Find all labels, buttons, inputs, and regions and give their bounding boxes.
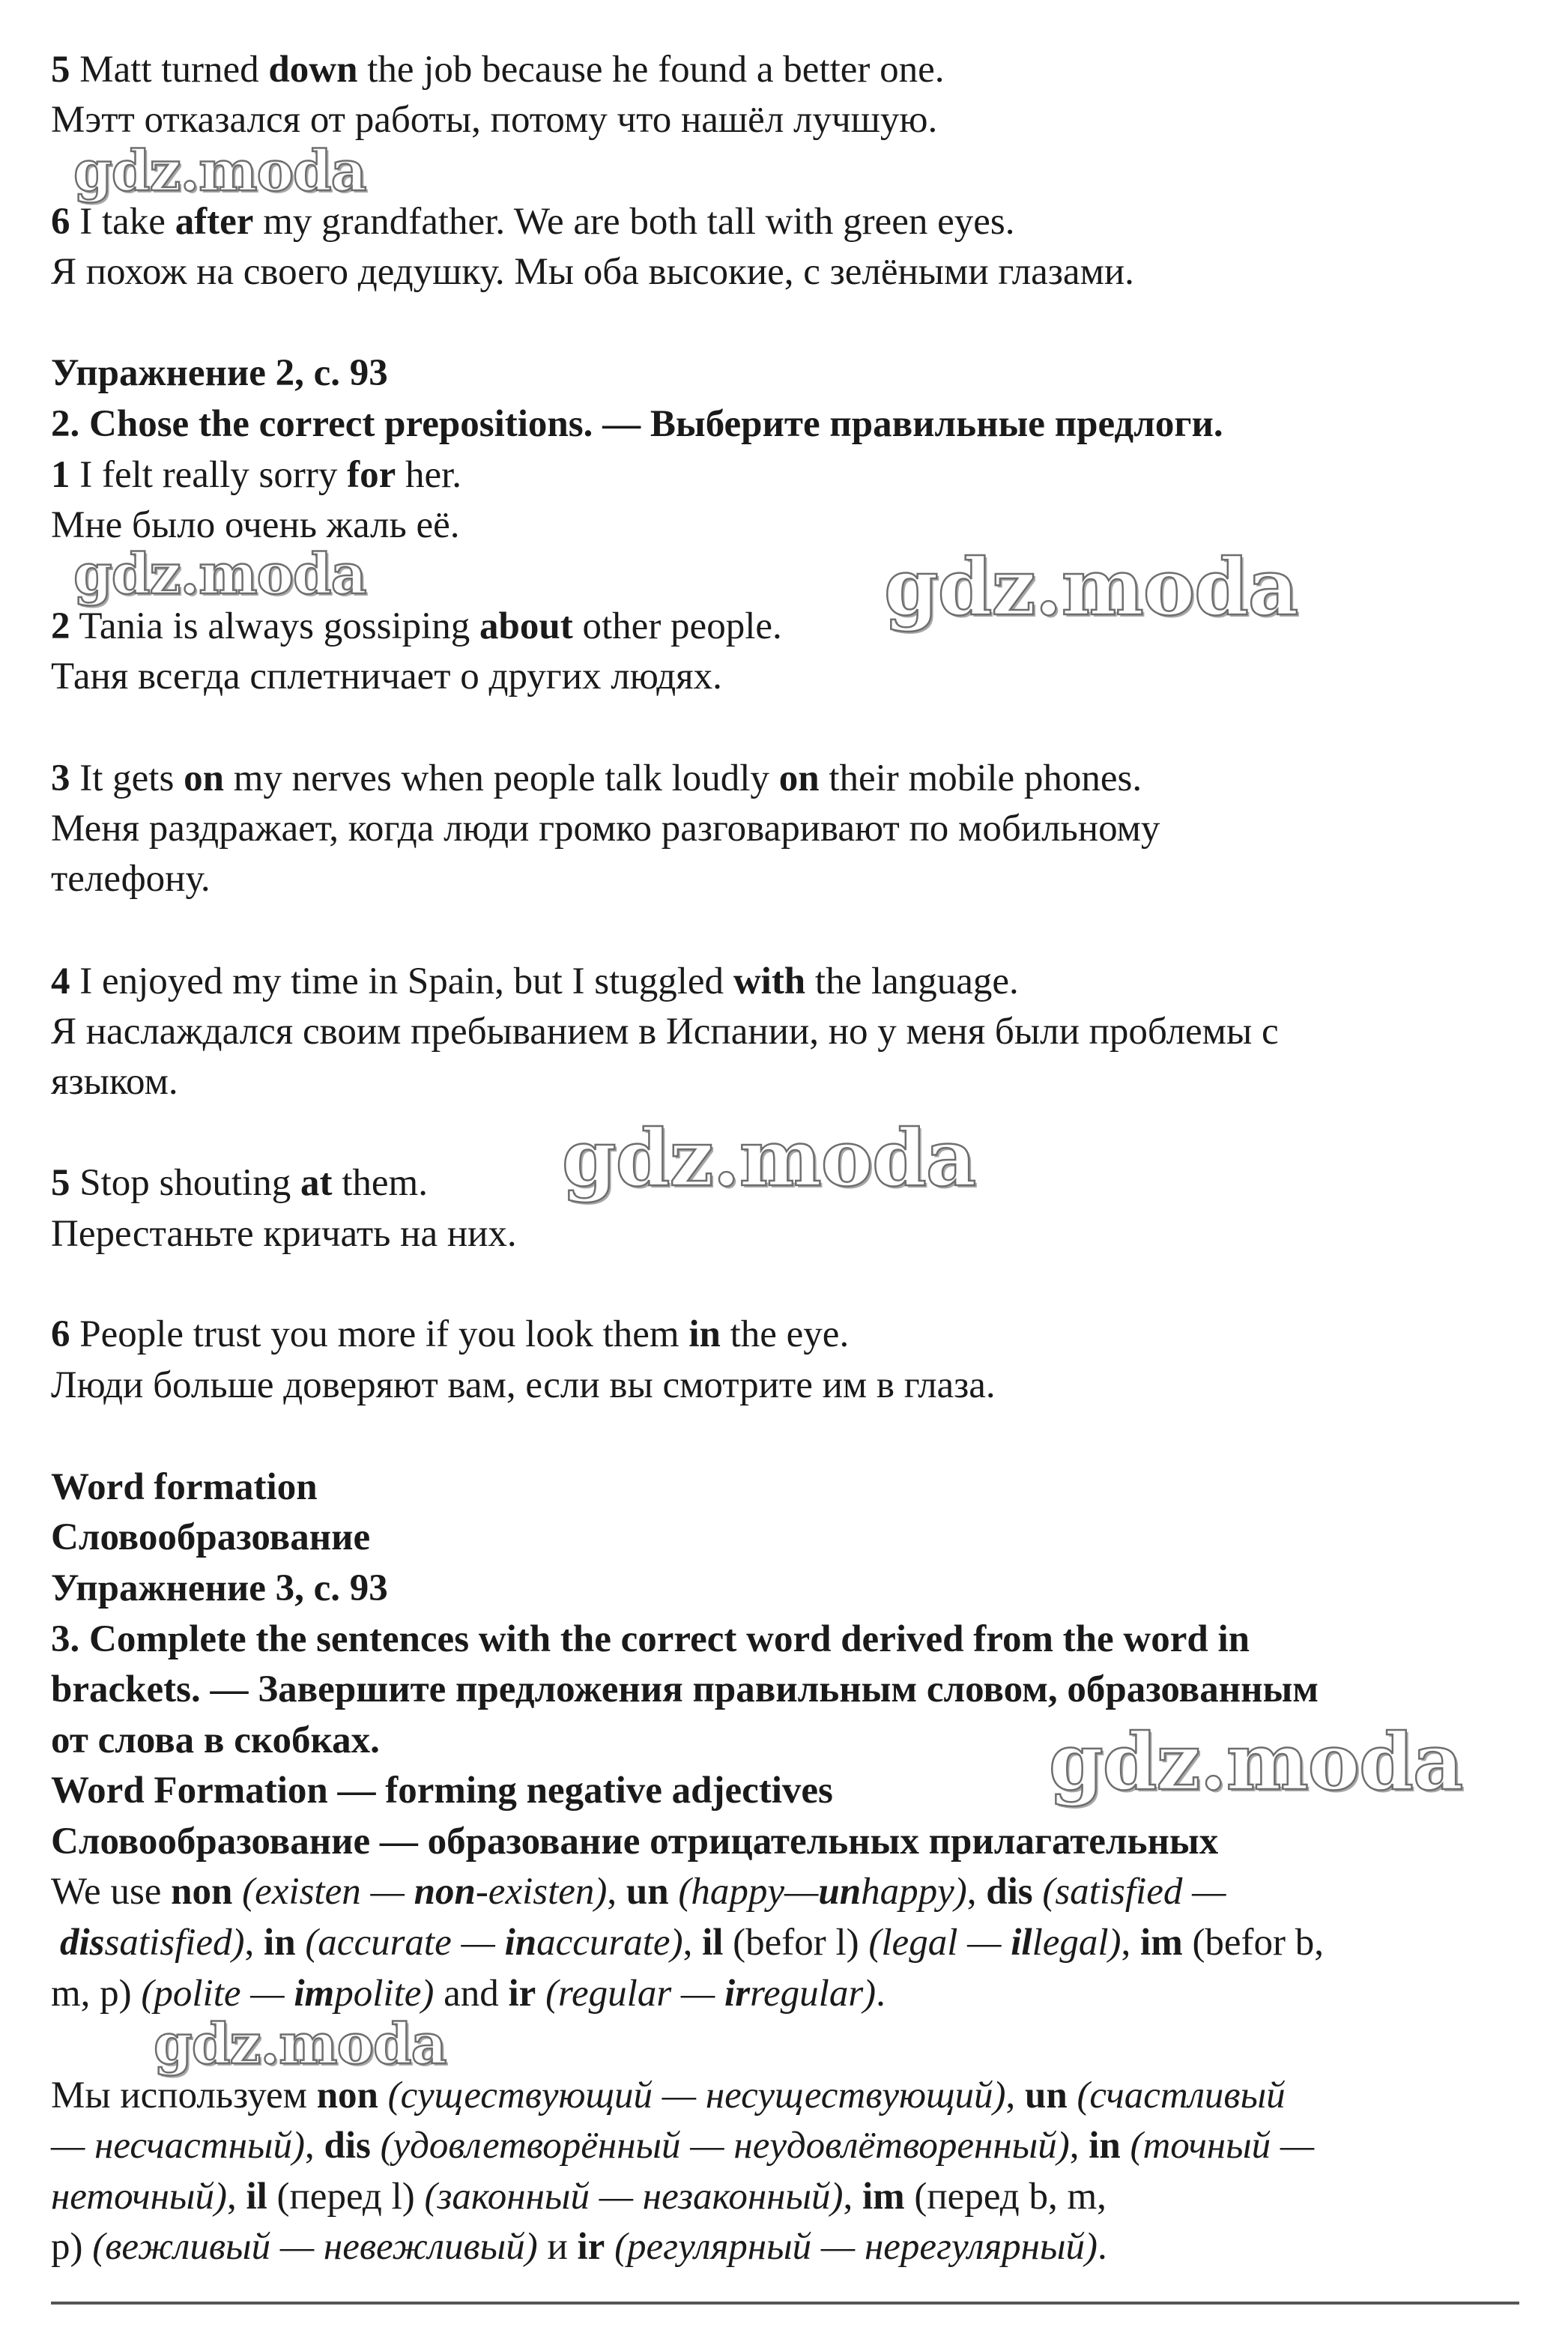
answer-word: at <box>300 1162 333 1204</box>
answer-word: with <box>733 960 806 1002</box>
item-6-en <box>51 197 1519 247</box>
rule-note: (перед l) <box>267 2176 425 2218</box>
example: (existen — <box>232 1871 414 1913</box>
separator: . <box>1097 2226 1107 2268</box>
example: (regular — <box>536 1973 725 2015</box>
watermark: gdz.moda <box>73 139 366 204</box>
sentence-text: Stop shouting <box>70 1162 300 1204</box>
rule-ru-line2 <box>51 2121 1519 2171</box>
separator: , <box>682 1922 703 1964</box>
watermark: gdz.moda <box>154 2012 447 2077</box>
rule-note: (перед b, m, <box>904 2176 1107 2218</box>
watermark: gdz.moda <box>1049 1716 1463 1808</box>
rule-text: and <box>434 1973 509 2015</box>
answer-word: on <box>778 757 820 799</box>
item-number: 6 <box>51 201 70 243</box>
watermark: gdz.moda <box>73 542 366 607</box>
watermark: gdz.moda <box>884 541 1298 633</box>
subsection-title-ru: Словообразование — образование отрицательных прилагательных <box>51 1821 1219 1863</box>
prefix-im: im <box>294 1973 335 2015</box>
example: (happy— <box>668 1871 819 1913</box>
separator: , <box>966 1871 987 1913</box>
ex2-item-2-en <box>51 602 1519 652</box>
sentence-text: my grandfather. We are both tall with green eyes. <box>253 201 1015 243</box>
example: legal) <box>1032 1922 1121 1964</box>
example: неточный) <box>51 2176 227 2218</box>
example: (вежливый — невежливый) <box>92 2226 538 2268</box>
item-6-ru: Я похож на своего дедушку. Мы оба высокие, с зелёными глазами. <box>51 251 1134 293</box>
prefix-dis: dis <box>986 1871 1033 1913</box>
section-title-ru: Словообразование <box>51 1516 371 1558</box>
item-5-en <box>51 45 1519 95</box>
prefix-il: il <box>702 1922 724 1964</box>
sentence-text: Matt turned <box>70 49 269 91</box>
example: (счастливый <box>1067 2075 1286 2116</box>
example: satisfied) <box>104 1922 245 1964</box>
ex2-item-2-ru: Таня всегда сплетничает о других людях. <box>51 656 722 698</box>
sentence-text: I enjoyed my time in Spain, but I stuggled <box>70 960 733 1002</box>
example: regular) <box>750 1973 877 2015</box>
example: (удовлетворённый — неудовлётворенный) <box>370 2125 1070 2167</box>
sentence-text: my nerves when people talk loudly <box>223 757 779 799</box>
sentence-text: It gets <box>70 757 184 799</box>
rule-ru-line4 <box>51 2222 1519 2272</box>
prefix-in: in <box>1089 2125 1121 2167</box>
example: polite) <box>334 1973 435 2015</box>
separator: , <box>1005 2075 1025 2116</box>
ex2-item-1-en <box>51 450 1519 500</box>
sentence-text: the language. <box>805 960 1019 1002</box>
answer-word: on <box>184 757 224 799</box>
example: (satisfied — <box>1032 1871 1226 1913</box>
prefix-il: il <box>246 2176 267 2218</box>
prefix-dis: dis <box>60 1922 105 1964</box>
item-5-ru: Мэтт отказался от работы, потому что нашёл лучшую. <box>51 99 938 141</box>
rule-text: Мы используем <box>51 2075 317 2116</box>
prefix-im: im <box>1140 1922 1183 1964</box>
rule-en-line2 <box>60 1918 1528 1968</box>
ex2-item-4-ru-line1: Я наслаждался своим пребыванием в Испании, но у меня были проблемы с <box>51 1011 1279 1053</box>
example: — несчастный) <box>51 2125 305 2167</box>
sentence-text: her. <box>396 454 462 496</box>
sentence-text: I felt really sorry <box>70 454 348 496</box>
ex2-item-1-ru: Мне было очень жаль её. <box>51 504 460 546</box>
sentence-text: the eye. <box>720 1313 850 1355</box>
separator: , <box>1069 2125 1089 2167</box>
footer-divider <box>51 2302 1519 2305</box>
item-number: 1 <box>51 454 70 496</box>
ex2-item-5-ru: Перестаньте кричать на них. <box>51 1213 517 1255</box>
prefix-im: im <box>862 2176 905 2218</box>
exercise-3-heading: Упражнение 3, с. 93 <box>51 1567 388 1609</box>
item-number: 2 <box>51 605 70 647</box>
answer-word: about <box>479 605 573 647</box>
example: (accurate — <box>295 1922 505 1964</box>
prefix-in: in <box>504 1922 537 1964</box>
section-title-en: Word formation <box>51 1466 318 1508</box>
rule-en-line1 <box>51 1867 1519 1917</box>
example: (регулярный — нерегулярный) <box>605 2226 1098 2268</box>
sentence-text: Tania is always gossiping <box>70 605 480 647</box>
prefix-non: non <box>414 1871 476 1913</box>
exercise-3-task-line2: brackets. — Завершите предложения правильным словом, образованным <box>51 1668 1319 1710</box>
answer-word: in <box>688 1313 721 1355</box>
ex2-item-3-en <box>51 754 1519 804</box>
example: happy) <box>861 1871 967 1913</box>
exercise-3-task-line1: 3. Complete the sentences with the correct word derived from the word in <box>51 1618 1250 1660</box>
item-number: 3 <box>51 757 70 799</box>
prefix-il: il <box>1011 1922 1032 1964</box>
example: (polite — <box>141 1973 294 2015</box>
sentence-text: People trust you more if you look them <box>70 1313 689 1355</box>
ex2-item-6-en <box>51 1310 1519 1360</box>
watermark: gdz.moda <box>562 1112 976 1204</box>
separator: , <box>607 1871 626 1913</box>
prefix-ir: ir <box>508 1973 536 2015</box>
prefix-non: non <box>316 2075 378 2116</box>
ex2-item-3-ru-line1: Меня раздражает, когда люди громко разговаривают по мобильному <box>51 808 1160 850</box>
separator: , <box>226 2176 246 2218</box>
item-number: 5 <box>51 49 70 91</box>
prefix-un: un <box>1024 2075 1068 2116</box>
separator: . <box>876 1973 886 2015</box>
example: -existen) <box>475 1871 608 1913</box>
rule-ru-line1 <box>51 2071 1519 2121</box>
ex2-item-4-en <box>51 957 1519 1007</box>
sentence-text: their mobile phones. <box>819 757 1142 799</box>
prefix-non: non <box>171 1871 233 1913</box>
sentence-text: them. <box>332 1162 428 1204</box>
separator: , <box>843 2176 862 2218</box>
exercise-3-task-line3: от слова в скобках. <box>51 1719 380 1761</box>
sentence-text: I take <box>70 201 175 243</box>
ex2-item-6-ru: Люди больше доверяют вам, если вы смотрите им в глаза. <box>51 1364 996 1406</box>
rule-ru-line3 <box>51 2172 1519 2222</box>
rule-note: (befor b, <box>1182 1922 1325 1964</box>
example: (законный — незаконный) <box>424 2176 844 2218</box>
ex2-item-3-ru-line2: телефону. <box>51 858 211 900</box>
prefix-ir: ir <box>577 2226 605 2268</box>
item-number: 5 <box>51 1162 70 1204</box>
exercise-2-task: 2. Chose the correct prepositions. — Выберите правильные предлоги. <box>51 403 1223 445</box>
example: (точный — <box>1120 2125 1315 2167</box>
exercise-2-heading: Упражнение 2, с. 93 <box>51 352 388 394</box>
sentence-text: the job because he found a better one. <box>357 49 945 91</box>
rule-text: и <box>537 2226 578 2268</box>
separator: , <box>244 1922 264 1964</box>
rule-text: We use <box>51 1871 172 1913</box>
rule-en-line3 <box>51 1969 1519 2019</box>
example: (legal — <box>868 1922 1011 1964</box>
rule-note: p) <box>51 2226 93 2268</box>
answer-word: for <box>347 454 396 496</box>
rule-note: (befor l) <box>723 1922 869 1964</box>
prefix-un: un <box>626 1871 669 1913</box>
ex2-item-4-ru-line2: языком. <box>51 1061 178 1103</box>
prefix-in: in <box>264 1922 296 1964</box>
subsection-title-en: Word Formation — forming negative adjectives <box>51 1770 833 1812</box>
example: accurate) <box>536 1922 683 1964</box>
answer-word: down <box>268 49 358 91</box>
sentence-text: other people. <box>572 605 782 647</box>
separator: , <box>1121 1922 1141 1964</box>
prefix-ir: ir <box>724 1973 751 2015</box>
rule-note: m, p) <box>51 1973 142 2015</box>
answer-word: after <box>175 201 254 243</box>
item-number: 6 <box>51 1313 70 1355</box>
prefix-dis: dis <box>324 2125 371 2167</box>
example: (существующий — несуществующий) <box>378 2075 1006 2116</box>
separator: , <box>304 2125 324 2167</box>
prefix-un: un <box>818 1871 862 1913</box>
item-number: 4 <box>51 960 70 1002</box>
